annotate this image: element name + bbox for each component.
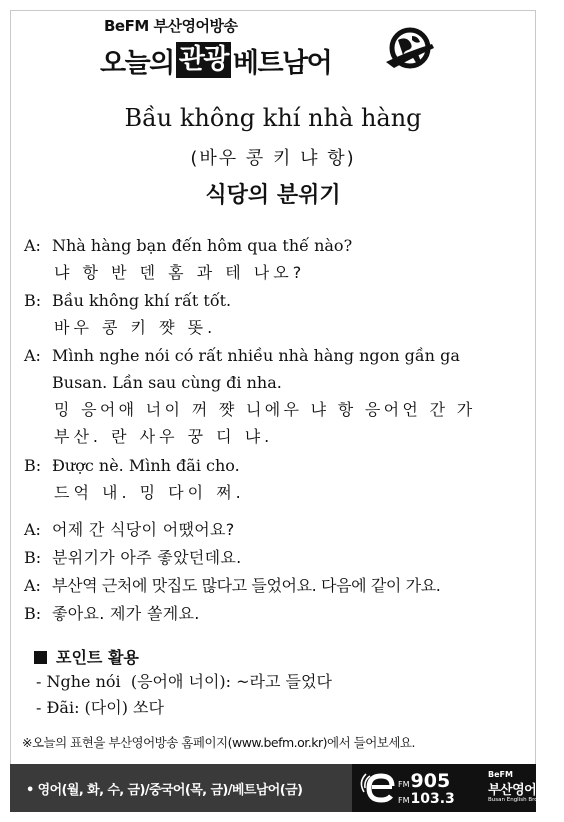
dialogue-pronunciation: 부산. 란 사우 꿍 디 냐.	[54, 427, 274, 446]
dialogue-pronunciation: 바우 콩 키 쨧 똣.	[54, 318, 217, 337]
brand-title-pre: 오늘의	[100, 47, 174, 79]
point-heading	[34, 645, 139, 668]
title-korean: 식당의 분위기	[205, 183, 341, 208]
translation-line: 분위기가 아주 좋았던데요.	[52, 548, 242, 567]
translation-speaker: A:	[24, 576, 41, 595]
station-logo	[352, 764, 564, 812]
frequency-secondary: FM103.3	[398, 791, 455, 807]
footer-bar	[10, 764, 564, 812]
globe-plane-icon	[382, 22, 438, 78]
brand-title	[100, 40, 331, 80]
point-heading-label: 포인트 활용	[56, 648, 139, 667]
dialogue-pronunciation: 냐 항 반 덴 홈 과 테 나오?	[54, 263, 306, 282]
dialogue-line: Được nè. Mình đãi cho.	[52, 456, 240, 475]
translation-speaker: A:	[24, 520, 41, 539]
translation-speaker: B:	[24, 548, 42, 567]
dialogue-line: Busan. Lần sau cùng đi nha.	[52, 373, 282, 392]
brand-title-highlight: 관광	[176, 42, 231, 78]
station-subtitle: Busan English Broadcasting	[488, 797, 564, 803]
brand-top-label: BeFM 부산영어방송	[104, 17, 238, 35]
point-item: - Đãi: (다이) 쏘다	[36, 698, 164, 717]
station-e-logo-icon	[362, 770, 396, 804]
translation-line: 부산역 근처에 맛집도 많다고 들었어요. 다음에 같이 가요.	[52, 576, 441, 595]
footer-schedule: • 영어(월, 화, 수, 금)/중국어(목, 금)/베트남어(금)	[26, 783, 303, 798]
dialogue-speaker: A:	[24, 236, 41, 255]
point-item: - Nghe nói (응어애 너이): ~라고 들었다	[36, 672, 332, 691]
brand-title-post: 베트남어	[232, 47, 332, 79]
square-bullet-icon	[34, 651, 47, 664]
dialogue-speaker: B:	[24, 291, 42, 310]
dialogue-line: Mình nghe nói có rất nhiều nhà hàng ngon gần ga	[52, 346, 460, 365]
translation-speaker: B:	[24, 604, 42, 623]
dialogue-line: Nhà hàng bạn đến hôm qua thế nào?	[52, 236, 353, 255]
dialogue-speaker: B:	[24, 456, 42, 475]
listen-note: ※오늘의 표현을 부산영어방송 홈페이지(www.befm.or.kr)에서 들어보세요.	[22, 735, 415, 750]
translation-line: 좋아요. 제가 쏠게요.	[52, 604, 200, 623]
title-pronunciation: (바우 콩 키 냐 항)	[190, 148, 356, 169]
station-name: 부산영어방송	[488, 783, 561, 798]
frequency-primary: FM905	[398, 770, 451, 792]
dialogue-pronunciation: 드억 내. 밍 다이 쩌.	[54, 483, 245, 502]
station-brand: BeFM	[488, 770, 513, 779]
dialogue-pronunciation: 밍 응어애 너이 꺼 쨧 니에우 냐 항 응어언 간 가	[54, 400, 476, 419]
translation-line: 어제 간 식당이 어땠어요?	[52, 520, 235, 539]
title-vietnamese: Bầu không khí nhà hàng	[124, 104, 422, 132]
dialogue-speaker: A:	[24, 346, 41, 365]
dialogue-line: Bầu không khí rất tốt.	[52, 291, 232, 310]
